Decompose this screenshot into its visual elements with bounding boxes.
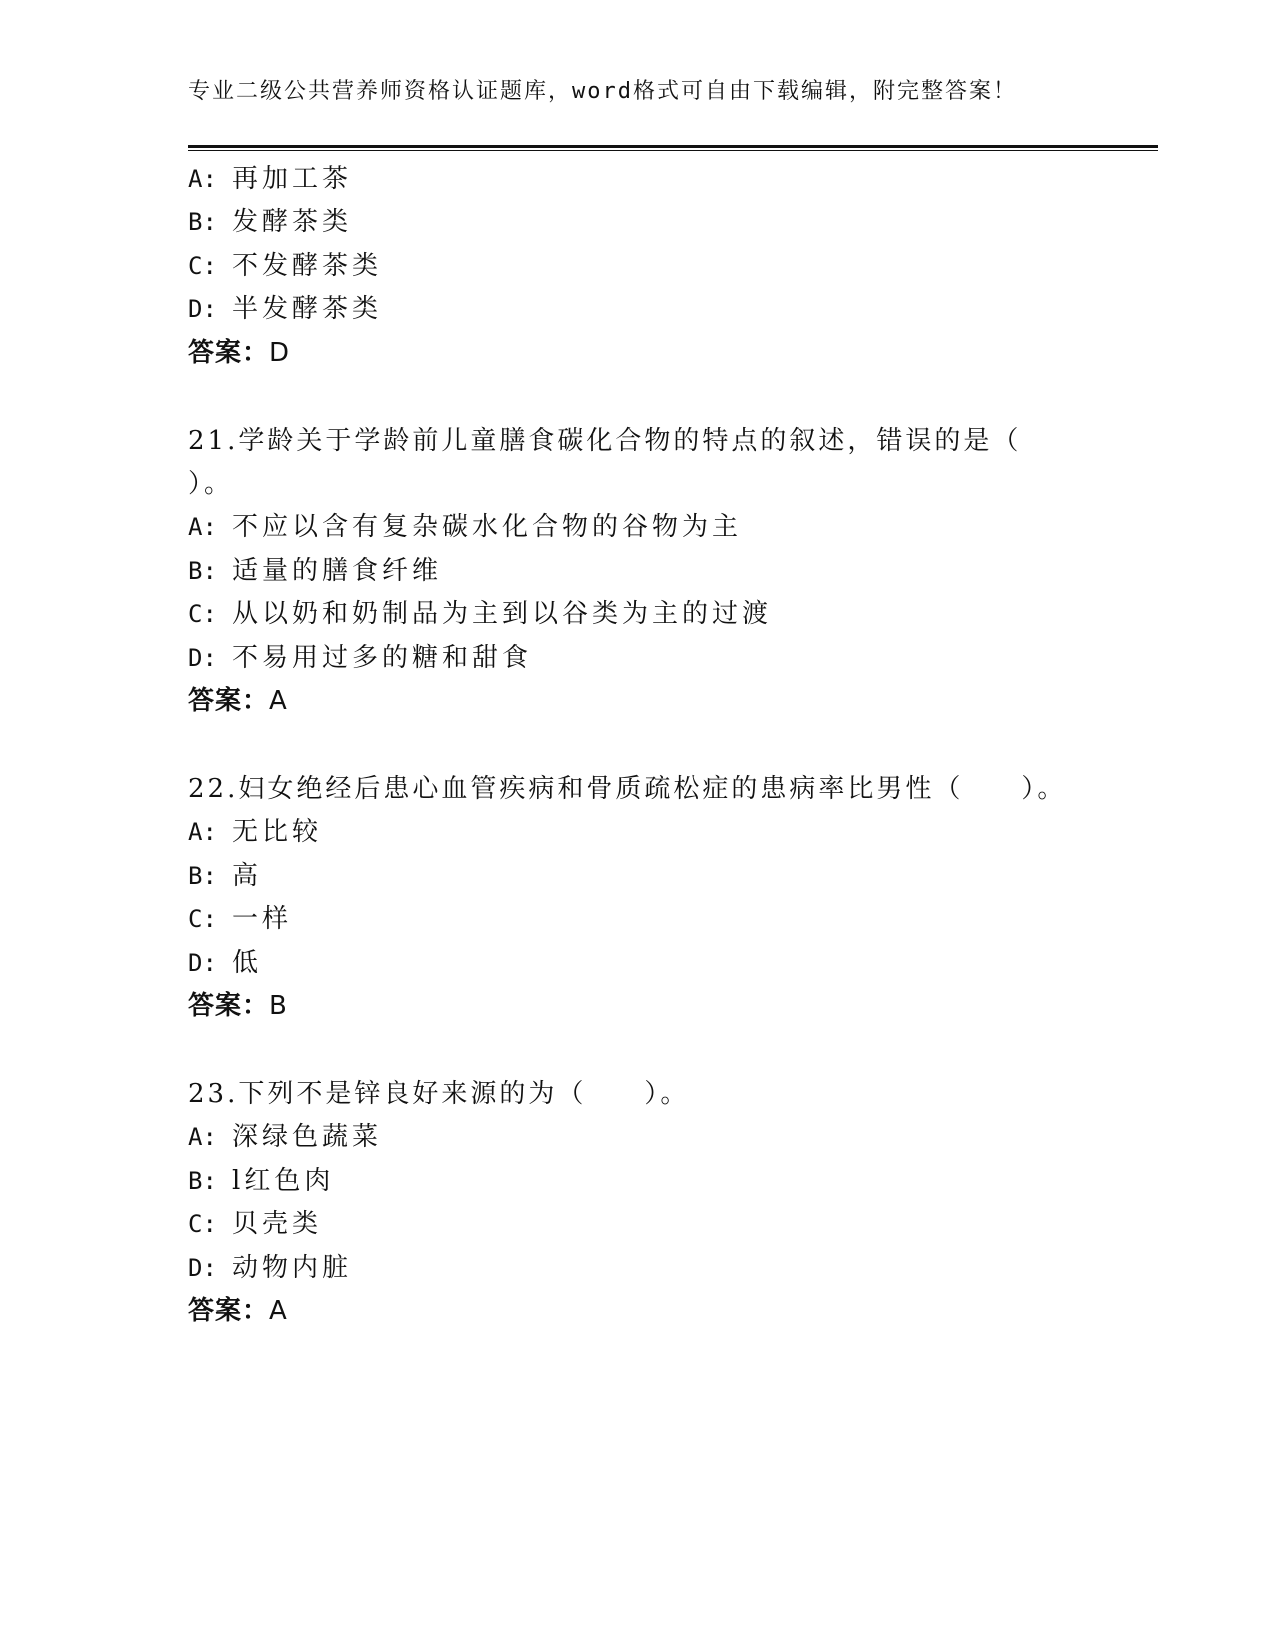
option-label: B:: [188, 208, 217, 236]
answer-label: 答案：: [188, 686, 270, 716]
option-label: C:: [188, 1210, 217, 1238]
option-label: A:: [188, 1123, 217, 1151]
q22-question-line1: 22.妇女绝经后患心血管疾病和骨质疏松症的患病率比男性（ ）。: [188, 774, 1067, 804]
q20-answer: [188, 332, 290, 369]
option-text: 从以奶和奶制品为主到以谷类为主的过渡: [232, 599, 773, 629]
q21-question-line1: 21.学龄关于学龄前儿童膳食碳化合物的特点的叙述，错误的是（: [188, 426, 1022, 456]
q23-option-d: [188, 1247, 352, 1284]
q20-option-b: [188, 201, 352, 238]
q21-option-d: [188, 637, 532, 674]
header-rule-thin: [188, 150, 1158, 151]
answer-value: A: [269, 686, 288, 716]
option-label: B:: [188, 557, 217, 585]
option-label: A:: [188, 513, 217, 541]
q22-option-a: [188, 811, 322, 848]
q21-option-b: [188, 550, 442, 587]
option-text: 贝壳类: [232, 1209, 323, 1239]
option-text: 不易用过多的糖和甜食: [232, 643, 533, 673]
q20-option-c: [188, 245, 382, 282]
option-label: D:: [188, 949, 217, 977]
option-label: D:: [188, 644, 217, 672]
option-text: 再加工茶: [232, 164, 353, 194]
option-text: 不应以含有复杂碳水化合物的谷物为主: [232, 512, 743, 542]
q21-answer: [188, 680, 288, 717]
option-label: C:: [188, 600, 217, 628]
q22-option-b: [188, 855, 262, 892]
option-text: 低: [232, 948, 263, 978]
answer-label: 答案：: [188, 338, 270, 368]
page-header: 专业二级公共营养师资格认证题库，word格式可自由下载编辑，附完整答案！: [188, 79, 1017, 104]
q23-option-a: [188, 1116, 382, 1153]
answer-value: A: [269, 1296, 288, 1326]
option-text: 发酵茶类: [232, 207, 353, 237]
option-label: A:: [188, 165, 217, 193]
q21-option-a: [188, 506, 742, 543]
option-label: B:: [188, 1167, 217, 1195]
option-text: 深绿色蔬菜: [232, 1122, 383, 1152]
q23-answer: [188, 1290, 288, 1327]
q21-option-c: [188, 593, 772, 630]
header-rule-thick: [188, 145, 1158, 148]
answer-value: D: [269, 338, 291, 368]
option-text: l红色肉: [232, 1166, 335, 1196]
answer-label: 答案：: [188, 1296, 270, 1326]
option-text: 适量的膳食纤维: [232, 556, 443, 586]
q22-option-c: [188, 898, 292, 935]
q21-question-line2: ）。: [188, 469, 234, 499]
q23-option-c: [188, 1203, 322, 1240]
option-label: B:: [188, 862, 217, 890]
q23-question-line1: 23.下列不是锌良好来源的为（ ）。: [188, 1079, 690, 1109]
option-text: 无比较: [232, 817, 323, 847]
option-label: D:: [188, 1254, 217, 1282]
option-label: C:: [188, 252, 217, 280]
option-text: 不发酵茶类: [232, 251, 383, 281]
option-label: A:: [188, 818, 217, 846]
q20-option-a: [188, 158, 352, 195]
q22-answer: [188, 985, 288, 1022]
q20-option-d: [188, 288, 382, 325]
answer-label: 答案：: [188, 991, 270, 1021]
q22-option-d: [188, 942, 262, 979]
option-label: C:: [188, 905, 217, 933]
option-text: 一样: [232, 904, 293, 934]
option-text: 动物内脏: [232, 1253, 353, 1283]
option-label: D:: [188, 295, 217, 323]
option-text: 半发酵茶类: [232, 294, 383, 324]
answer-value: B: [269, 991, 288, 1021]
q23-option-b: [188, 1160, 334, 1197]
option-text: 高: [232, 861, 263, 891]
